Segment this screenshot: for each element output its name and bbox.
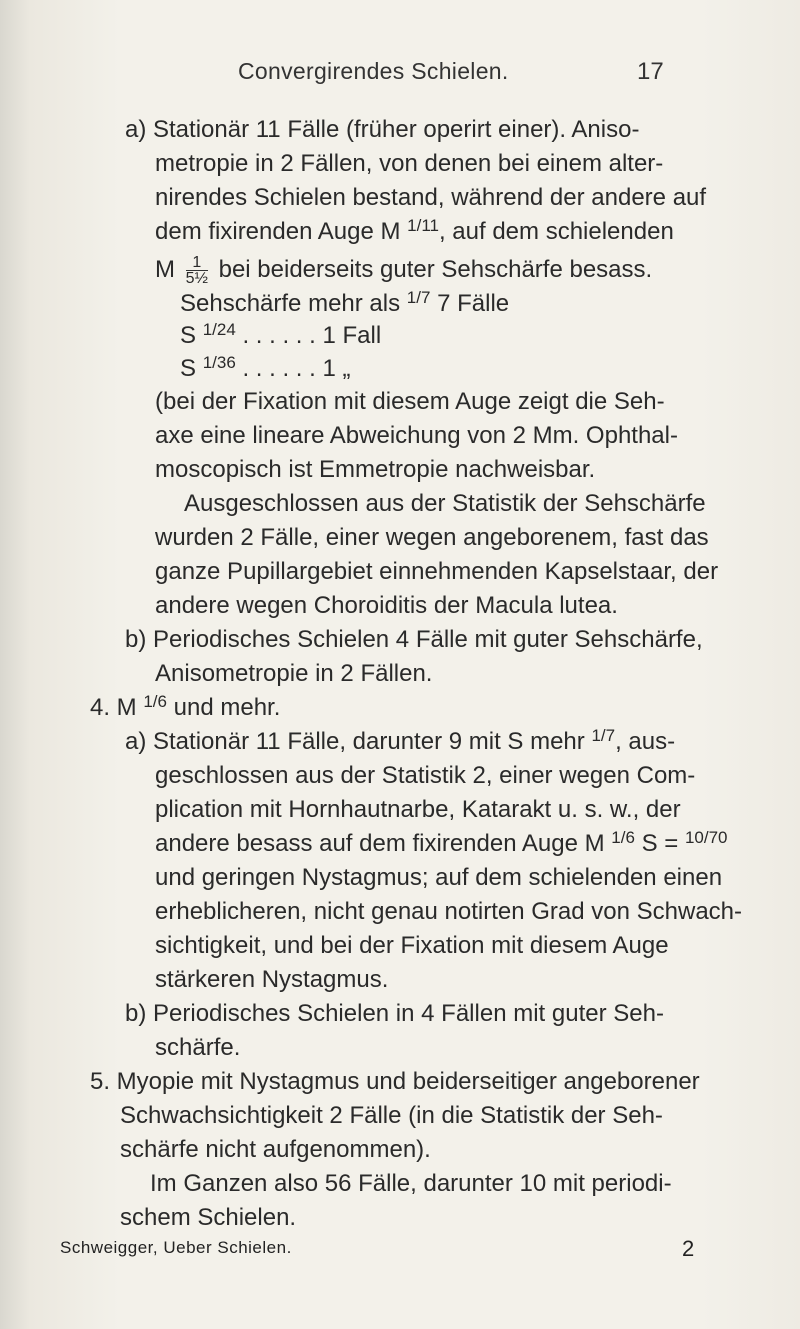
text-segment: andere besass auf dem fixirenden Auge M — [155, 830, 612, 857]
text-line: Anisometropie in 2 Fällen. — [155, 660, 433, 687]
fraction: 10/70 — [684, 828, 728, 847]
running-header — [0, 58, 800, 92]
text-segment: a) Stationär 11 Fälle, darunter 9 mit S mehr — [125, 728, 592, 755]
stacked-fraction — [186, 255, 208, 286]
fraction: 1/11 — [407, 216, 439, 235]
page-number: 17 — [637, 58, 664, 85]
fraction-numerator: 1 — [186, 255, 208, 271]
text-line: moscopisch ist Emmetropie nachweisbar. — [155, 456, 596, 483]
page-footer — [60, 1238, 700, 1262]
text-segment: 7 Fälle — [430, 290, 510, 317]
text-line: stärkeren Nystagmus. — [155, 966, 389, 993]
text-line: geschlossen aus der Statistik 2, einer wegen Com- — [155, 762, 696, 789]
fraction: 1/6 — [143, 692, 167, 711]
running-title: Convergirendes Schielen. — [238, 58, 509, 84]
text-line — [155, 829, 728, 861]
text-segment: S — [180, 322, 203, 349]
text-line: b) Periodisches Schielen in 4 Fällen mit guter Seh- — [125, 1000, 664, 1027]
text-line: und geringen Nystagmus; auf dem schielenden einen — [155, 864, 723, 891]
text-segment: , aus- — [615, 728, 676, 755]
text-line: Im Ganzen also 56 Fälle, darunter 10 mit periodi- — [150, 1170, 672, 1197]
text-line: Schwachsichtigkeit 2 Fälle (in die Statistik der Seh- — [120, 1102, 663, 1129]
text-line: wurden 2 Fälle, einer wegen angeborenem, fast das — [155, 524, 709, 551]
text-line: schärfe. — [155, 1034, 241, 1061]
text-line — [90, 693, 280, 725]
text-line: Ausgeschlossen aus der Statistik der Sehschärfe — [184, 490, 706, 517]
text-segment: S — [180, 355, 203, 382]
text-line: schärfe nicht aufgenommen). — [120, 1136, 431, 1163]
text-line: plication mit Hornhautnarbe, Katarakt u. s. w., der — [155, 796, 681, 823]
fraction: 1/7 — [406, 288, 431, 307]
text-line — [180, 289, 509, 321]
text-line: ganze Pupillargebiet einnehmenden Kapselstaar, der — [155, 558, 719, 585]
text-segment: M — [155, 256, 175, 283]
text-line: 5. Myopie mit Nystagmus und beiderseitiger angeborener — [90, 1068, 700, 1095]
text-line — [155, 217, 674, 249]
text-segment: Sehschärfe mehr als — [180, 290, 407, 317]
text-line: andere wegen Choroiditis der Macula lutea. — [155, 592, 618, 619]
text-line: sichtigkeit, und bei der Fixation mit diesem Auge — [155, 932, 669, 959]
text-segment: . . . . . . 1 Fall — [235, 322, 382, 349]
fraction-denominator: 5½ — [185, 270, 208, 288]
text-line: a) Stationär 11 Fälle (früher operirt einer). Aniso- — [125, 116, 640, 143]
fraction: 1/6 — [611, 828, 635, 847]
footer-author: Schweigger, Ueber Schielen. — [60, 1238, 292, 1257]
text-segment: bei beiderseits guter Sehschärfe besass. — [218, 256, 653, 283]
text-line — [155, 250, 652, 290]
text-line: erheblicheren, nicht genau notirten Grad von Schwach- — [155, 898, 743, 925]
text-line: (bei der Fixation mit diesem Auge zeigt die Seh- — [155, 388, 665, 415]
text-line — [180, 321, 381, 353]
text-segment: , auf dem schielenden — [438, 218, 674, 245]
text-segment: . . . . . . 1 „ — [235, 355, 351, 382]
fraction: 1/36 — [202, 353, 236, 372]
text-segment: S = — [634, 830, 685, 857]
text-segment: dem fixirenden Auge M — [155, 218, 408, 245]
text-line: schem Schielen. — [120, 1204, 297, 1231]
text-segment: 4. M — [90, 694, 144, 721]
text-segment: und mehr. — [166, 694, 281, 721]
fraction: 1/24 — [202, 320, 236, 339]
text-line: b) Periodisches Schielen 4 Fälle mit guter Sehschärfe, — [125, 626, 703, 653]
text-line: metropie in 2 Fällen, von denen bei einem alter- — [155, 150, 664, 177]
fraction: 1/7 — [591, 726, 616, 745]
text-line: axe eine lineare Abweichung von 2 Mm. Ophthal- — [155, 422, 678, 449]
signature-mark: 2 — [682, 1236, 695, 1261]
text-line — [125, 727, 675, 759]
text-line — [180, 354, 350, 386]
text-line: nirendes Schielen bestand, während der andere auf — [155, 184, 707, 211]
